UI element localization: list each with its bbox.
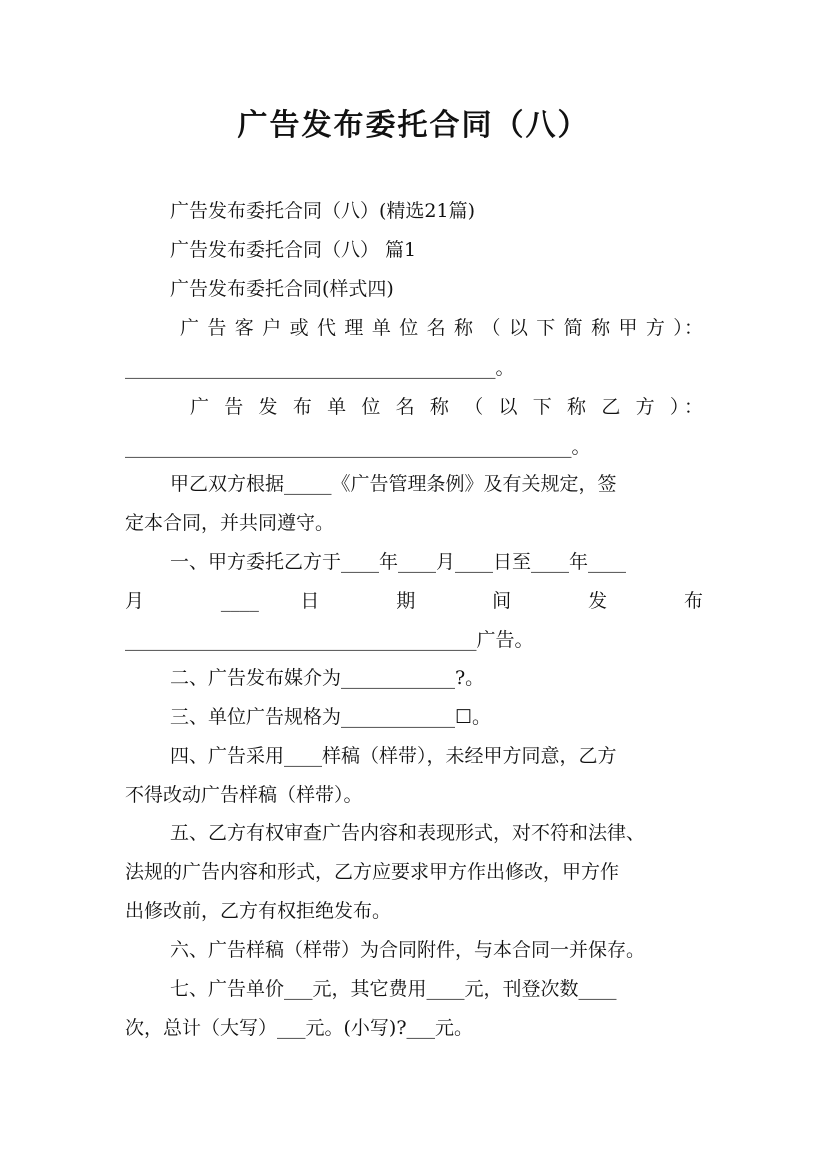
paragraph-line: 四、广告采用____样稿（样带），未经甲方同意，乙方 — [170, 745, 617, 767]
paragraph-line: _____________________________________广告。 — [125, 629, 534, 651]
paragraph-line: 六、广告样稿（样带）为合同附件，与本合同一并保存。 — [170, 939, 646, 961]
paragraph-line: 二、广告发布媒介为____________?。 — [170, 667, 485, 689]
paragraph-line: 广告发布委托合同(样式四) — [170, 278, 394, 300]
paragraph-line: 一、甲方委托乙方于____年____月____日至____年____ — [170, 551, 627, 573]
paragraph-line: 不得改动广告样稿（样带）。 — [125, 784, 363, 806]
paragraph-line: 五、乙方有权审查广告内容和表现形式，对不符和法律、 — [170, 822, 646, 844]
document-title: 广告发布委托合同（八） — [237, 108, 590, 143]
paragraph-line: 法规的广告内容和形式，乙方应要求甲方作出修改，甲方作 — [125, 861, 620, 883]
paragraph-line: 出修改前，乙方有权拒绝发布。 — [125, 900, 392, 922]
paragraph-line: 甲乙双方根据_____《广告管理条例》及有关规定，签 — [170, 473, 617, 495]
paragraph-line: 广 告 发 布 单 位 名 称 （ 以 下 称 乙 方 ）： — [190, 396, 703, 418]
paragraph-line: 七、广告单价___元，其它费用____元，刊登次数____ — [170, 978, 617, 1000]
blank-line: _______________________________________。 — [125, 357, 515, 379]
paragraph-line: 定本合同，并共同遵守。 — [125, 512, 335, 534]
paragraph-line: 三、单位广告规格为____________☐。 — [170, 706, 492, 728]
paragraph-line: 广告发布委托合同（八） 篇1 — [170, 239, 417, 261]
paragraph-line: 广告发布委托合同（八）(精选21篇) — [170, 200, 476, 222]
paragraph-line: 月 ____ 日 期 间 发 布 — [125, 590, 703, 612]
blank-line: _______________________________________________。 — [125, 436, 591, 458]
paragraph-line: 广 告 客 户 或 代 理 单 位 名 称 （ 以 下 简 称 甲 方 ）： — [180, 317, 703, 339]
paragraph-line: 次，总计（大写）___元。(小写)?___元。 — [125, 1017, 474, 1039]
